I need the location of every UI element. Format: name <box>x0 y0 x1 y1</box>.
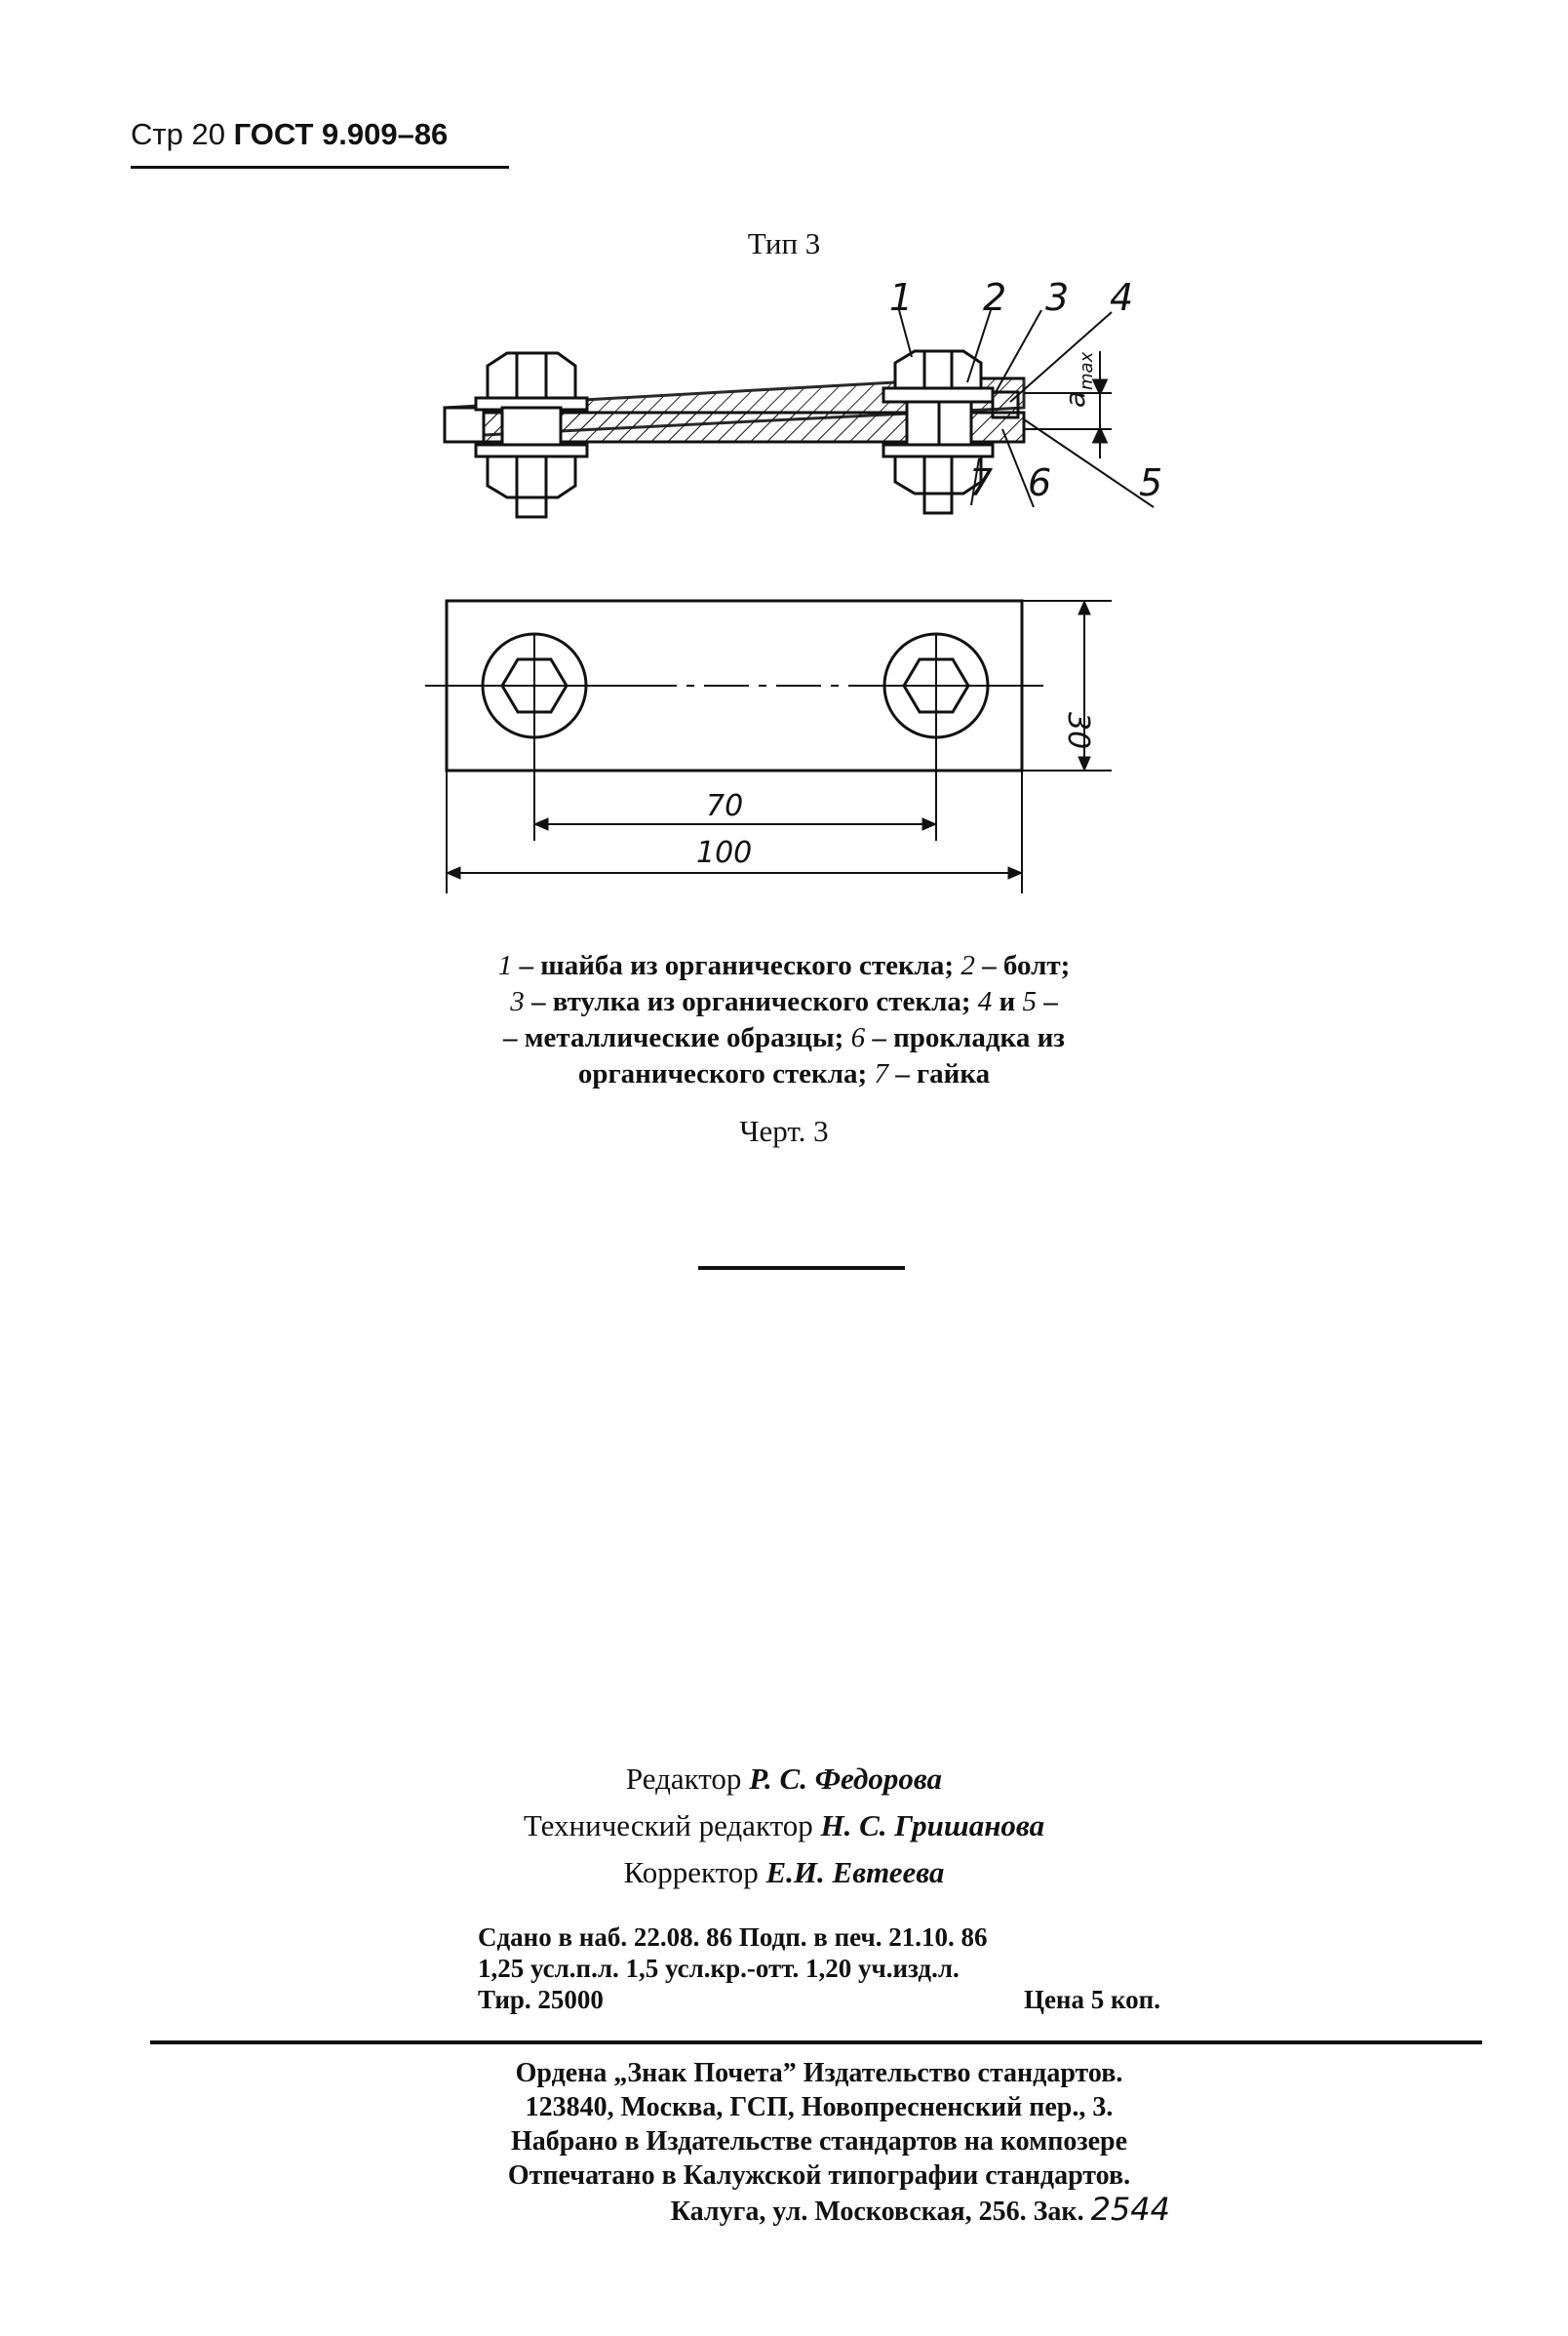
part-label-7: 7 <box>969 461 994 504</box>
order-number-handwritten: 2544 <box>1090 2191 1170 2228</box>
publisher-line-1: Ордена „Знак Почета” Издательство стандартов. <box>515 2058 1123 2088</box>
legend-line-3: – металлические образцы; 6 – прокладка из <box>503 1022 1065 1053</box>
part-label-5: 5 <box>1139 461 1163 504</box>
tech-editor-line: Технический редактор Н. С. Гришанова <box>523 1808 1045 1842</box>
price: Цена 5 коп. <box>1023 1985 1160 2014</box>
figure-caption: Черт. 3 <box>739 1114 829 1148</box>
gap-label: a <box>1059 390 1091 408</box>
page-number: 20 <box>191 117 225 151</box>
section-divider <box>698 1266 905 1270</box>
dim-30: 30 <box>1061 712 1095 750</box>
part-label-4: 4 <box>1110 276 1134 319</box>
part-label-2: 2 <box>983 276 1007 319</box>
print-run: Тир. 25000 <box>478 1985 604 2014</box>
part-label-6: 6 <box>1028 461 1052 504</box>
left-sample-end <box>445 408 484 442</box>
drawing-legend <box>293 948 1275 1092</box>
part-label-1: 1 <box>889 276 914 319</box>
publisher-line-4: Отпечатано в Калужской типографии стандартов. <box>507 2160 1131 2191</box>
gap-subscript: max <box>1077 351 1097 390</box>
dim-70: 70 <box>706 789 744 823</box>
publisher-block <box>390 2056 1248 2229</box>
imprint-run-price <box>478 1984 1160 2015</box>
imprint-volume: 1,25 усл.п.л. 1,5 усл.кр.-отт. 1,20 уч.изд.л. <box>478 1954 960 1983</box>
legend-line-1: 1 – шайба из органического стекла; 2 – болт; <box>497 950 1071 981</box>
corrector-line: Корректор Е.И. Евтеева <box>623 1855 945 1889</box>
part-label-3: 3 <box>1045 276 1070 319</box>
drawing-type-label: Тип 3 <box>747 226 821 260</box>
legend-line-4: органического стекла; 7 – гайка <box>577 1058 991 1089</box>
publisher-line-3: Набрано в Издательстве стандартов на композере <box>510 2126 1128 2157</box>
publisher-line-5: Калуга, ул. Московская, 256. Зак. 2544 <box>670 2191 1170 2228</box>
editor-line: Редактор Р. С. Федорова <box>625 1762 943 1796</box>
page-prefix: Стр <box>131 117 183 151</box>
standard-number: ГОСТ 9.909–86 <box>233 117 449 151</box>
imprint-dates: Сдано в наб. 22.08. 86 Подп. в печ. 21.10. 86 <box>478 1922 988 1952</box>
print-imprint <box>478 1921 1160 2015</box>
dim-100: 100 <box>696 836 753 870</box>
publisher-line-2: 123840, Москва, ГСП, Новопресненский пер., 3. <box>525 2092 1114 2122</box>
credits <box>0 1756 1568 1896</box>
legend-line-2: 3 – втулка из органического стекла; 4 и 5 – <box>510 986 1058 1017</box>
plan-view <box>425 601 1112 893</box>
imprint-rule <box>150 2040 1482 2044</box>
